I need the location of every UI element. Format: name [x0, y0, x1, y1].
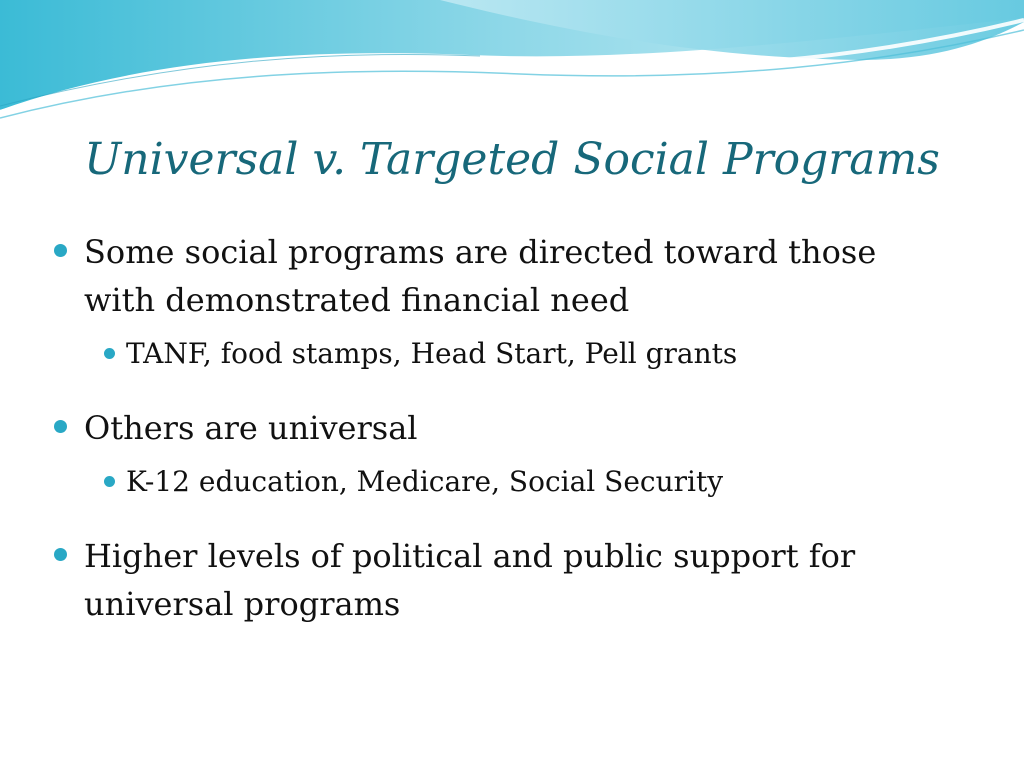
decorative-wave-header	[0, 0, 1024, 130]
sub-bullet-item	[52, 332, 952, 376]
slide-title: Universal v. Targeted Social Programs	[84, 134, 940, 185]
sub-bullet-text: K-12 education, Medicare, Social Security	[126, 465, 724, 498]
bullet-item	[52, 404, 952, 452]
bullet-text: Others are universal	[84, 409, 418, 447]
sub-bullet-text: TANF, food stamps, Head Start, Pell grants	[126, 337, 738, 370]
bullet-icon	[54, 420, 67, 433]
bullet-text: Some social programs are directed toward those with demonstrated financial need	[84, 233, 877, 319]
bullet-icon	[54, 548, 67, 561]
sub-bullet-icon	[104, 348, 115, 359]
bullet-text: Higher levels of political and public support for universal programs	[84, 537, 856, 623]
bullet-item	[52, 228, 952, 324]
sub-bullet-icon	[104, 476, 115, 487]
sub-bullet-item	[52, 460, 952, 504]
bullet-item	[52, 532, 952, 628]
bullet-icon	[54, 244, 67, 257]
bullet-list	[52, 228, 952, 628]
